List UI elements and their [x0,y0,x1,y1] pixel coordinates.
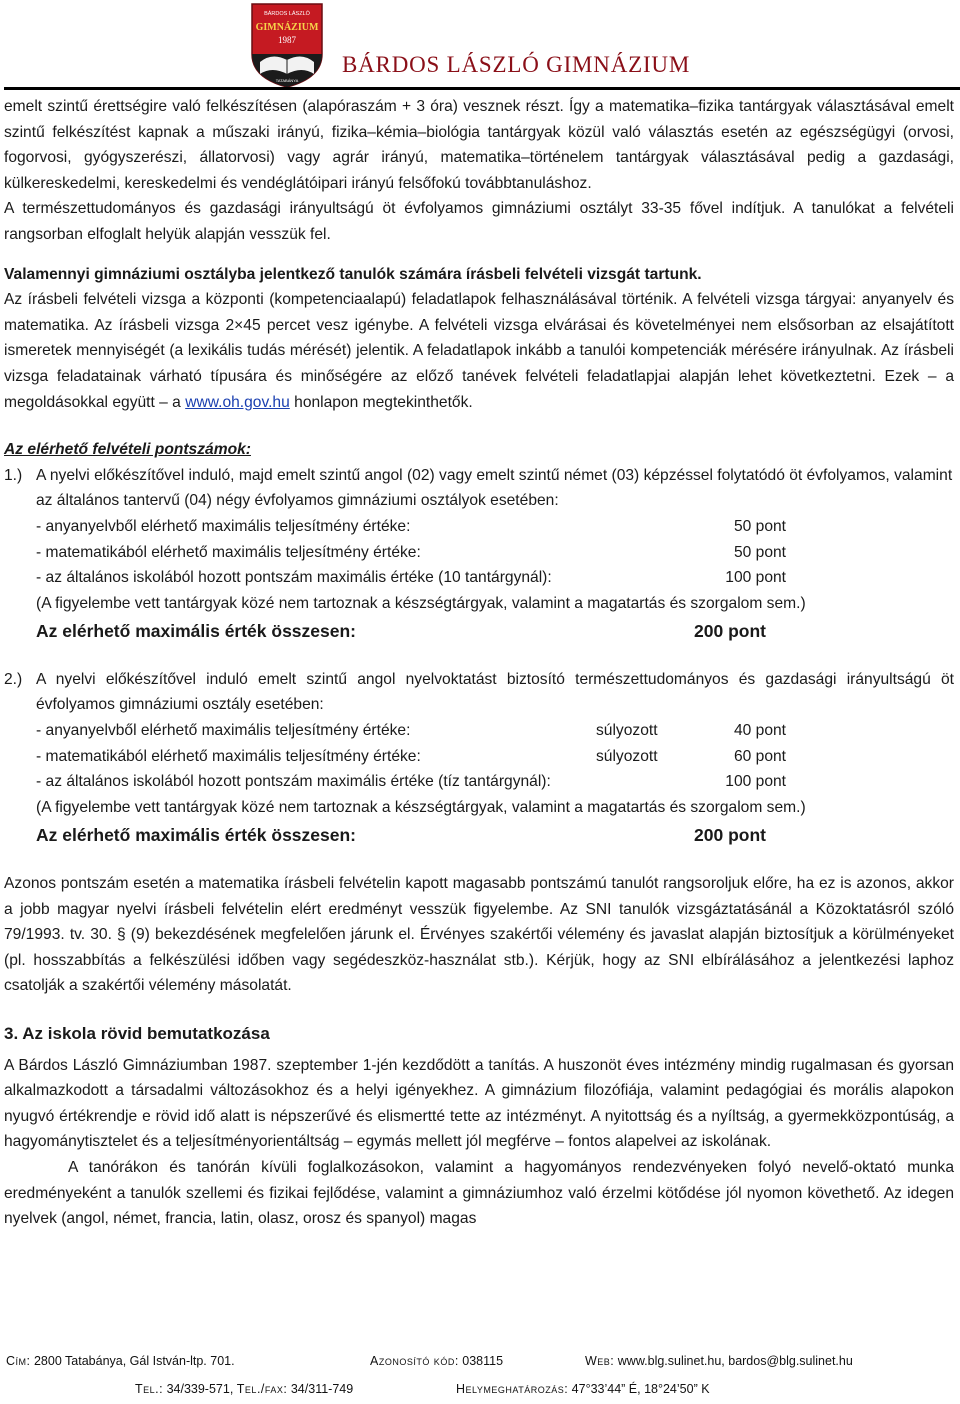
row-label: - matematikából elérhető maximális teljesítmény értéke: [36,747,421,765]
row-label: - matematikából elérhető maximális teljesítmény értéke: [36,543,421,561]
footer-address-value: 2800 Tatabánya, Gál István-ltp. 701. [33,1354,235,1368]
footer-fax-value: 34/311-749 [290,1382,354,1396]
footer-geo-label: Helymeghatározás: [456,1382,569,1396]
row-weight: súlyozott [596,747,658,765]
total-row [4,823,954,849]
points-row [4,769,954,795]
section-3-paragraph-1: A Bárdos László Gimnáziumban 1987. szeptember 1-jén kezdődött a tanítás. A huszonöt éves intézmény mindig rugalmasan és gyorsan alkalmazkodott a társadalmi változásokhoz és a helyi igényekhez. A gimnázium filozófiája, valamint pedagógiai és morális alapokon nyugvó értékrendje e rövid idő alatt is népszerűvé és elismertté tette az intézményt. A nyitottság és a nyíltság, a gyermekközpontúság, a hagyománytisztelet és a teljesítményorientáltság – egymás mellett jól megférve – fontos alapelvei az iskolának. [4,1056,954,1151]
item-number: 1.) [4,466,23,484]
school-logo [250,2,324,88]
item-number: 2.) [4,670,23,688]
row-points: 60 pont [733,747,786,765]
total-label: Az elérhető maximális érték összesen: [36,825,357,846]
exam-text-end: honlapon megtekinthetők. [294,393,473,411]
main-content [4,94,954,1232]
row-weight: súlyozott [596,722,658,740]
row-weight [596,565,706,591]
item-description: A nyelvi előkészítővel induló emelt szintű angol nyelvoktatást biztosító természettudományos és gazdasági irányultságú öt évfolyamos gimnáziumi osztály esetében: [36,670,954,714]
exam-text: Az írásbeli felvételi vizsga a központi (kompetenciaalapú) feladatlapok felhasználásával történik. A felvételi vizsga tárgyai: anyanyelv és matematika. Az írásbeli vizsga 2×45 percet vesz igénybe. A felvételi vizsga elvárásai és követelményei nem elsősorban az elsajátított ismeretek mennyiségét (a lexikális tudás mérését) jelentik. A feladatlapok inkább a tanulói kompetenciák mérésére irányulnak. Az írásbeli vizsga feladatainak várható típusára és minőségére az előző tanévek felvételi feladatlapjai alapján lehet következtetni. Ezek – a megoldásokkal együtt – a [4,291,954,411]
footer-fax-label: Tel./fax: [236,1382,288,1396]
logo-text-bottom: TATABÁNYA [275,78,299,83]
row-label: - anyanyelvből elérhető maximális teljesítmény értéke: [36,722,411,740]
school-name: BÁRDOS LÁSZLÓ GIMNÁZIUM [342,52,691,77]
footer-address [6,1354,235,1368]
footer-id [370,1354,503,1368]
points-item-2 [4,667,954,849]
total-points: 200 pont [694,825,766,846]
row-label: - az általános iskolából hozott pontszám maximális értéke (10 tantárgynál): [36,569,552,587]
footer-web [585,1354,853,1368]
exam-paragraph [4,287,954,415]
equal-points-paragraph: Azonos pontszám esetén a matematika írásbeli felvételin kapott magasabb pontszámú tanulót rangsoroljuk előre, ha ez is azonos, akkor a jobb magyar nyelvi írásbeli felvételin elért eredményt vesszük figyelembe. Az SNI tanulók vizsgáztatásánál a Közoktatásról szóló 79/1993. tv. 30. § (9) bekezdésének megfelelően járunk el. Érvényes szakértői vélemény és javaslat alapján biztosítjuk a körülményeket (pl. hosszabbítás a felkészülési időben vagy segédeszköz-használat stb.). Kérjük, hogy az SNI elbírálásához a jelentkezési laphoz csatolják a szakértői vélemény másolatát. [4,875,954,995]
intro-paragraph-2: A természettudományos és gazdasági irányultságú öt évfolyamos gimnáziumi osztályt 33-35 fővel indítjuk. A tanulókat a felvételi rangsorban elfoglalt helyük alapján vesszük fel. [4,200,954,243]
row-label: - anyanyelvből elérhető maximális teljesítmény értéke: [36,517,411,535]
row-points: 50 pont [733,543,786,561]
row-points: 100 pont [725,569,786,587]
header-divider [4,87,960,90]
row-weight [596,769,706,795]
points-row [4,565,954,591]
points-heading: Az elérhető felvételi pontszámok: [4,441,251,459]
row-weight [596,540,706,566]
footer-web-value[interactable]: www.blg.sulinet.hu, bardos@blg.sulinet.hu [617,1354,853,1368]
logo-text-year: 1987 [278,35,296,45]
exam-bold-statement: Valamennyi gimnáziumi osztályba jelentkező tanulók számára írásbeli felvételi vizsgát tartunk. [4,265,702,283]
row-points: 100 pont [725,773,786,791]
footer-tel-label: Tel.: [135,1382,164,1396]
item-description: A nyelvi előkészítővel induló, majd emelt szintű angol (02) vagy emelt szintű német (03) képzéssel folytatódó öt évfolyamos, valamint az általános tantervű (04) négy évfolyamos gimnáziumi osztályok esetében: [36,466,953,510]
footer-tel-value: 34/339-571, [166,1382,234,1396]
total-label: Az elérhető maximális érték összesen: [36,621,357,642]
row-points: 40 pont [733,722,786,740]
section-3-heading: 3. Az iskola rövid bemutatkozása [4,1024,270,1043]
footer-web-label: Web: [585,1354,615,1368]
points-row [4,718,954,744]
footer-phone [135,1382,353,1396]
section-3-paragraph-2: A tanórákon és tanórán kívüli foglalkozásokon, valamint a hagyományos rendezvényeken folyó nevelő-oktató munka eredményeként a tanulók szellemi és fizikai fejlődése, valamint a gimnáziumhoz való érzelmi kötődése jól nyomon követhető. Az idegen nyelvek (angol, német, francia, latin, olasz, orosz és spanyol) magas [4,1158,954,1228]
item-note: (A figyelembe vett tantárgyak közé nem tartoznak a készségtárgyak, valamint a magatartás és szorgalom sem.) [36,594,806,612]
footer-id-value: 038115 [462,1354,504,1368]
total-row [4,619,954,645]
row-label: - az általános iskolából hozott pontszám maximális értéke (tíz tantárgynál): [36,773,551,791]
footer-geo-value: 47°33’44” É, 18°24’50” K [571,1382,710,1396]
footer-address-label: Cím: [6,1354,31,1368]
footer-geo [456,1382,710,1396]
total-points: 200 pont [694,621,766,642]
logo-text-top: BÁRDOS LÁSZLÓ [264,11,310,17]
item-note: (A figyelembe vett tantárgyak közé nem tartoznak a készségtárgyak, valamint a magatartás és szorgalom sem.) [36,798,806,816]
row-weight [596,514,706,540]
points-row [4,744,954,770]
points-row [4,540,954,566]
points-item-1 [4,463,954,645]
row-points: 50 pont [733,517,786,535]
logo-text-main: GIMNÁZIUM [255,22,319,33]
points-row [4,514,954,540]
intro-paragraph-1: emelt szintű érettségire való felkészítésen (alapóraszám + 3 óra) vesznek részt. Így a matematika–fizika tantárgyak választásával emelt szintű felkészítést kapnak a műszaki irányú, fizika–kémia–biológia tantárgyak közül való választás esetén az egészségügyi (orvosi, fogorvosi, gyógyszerészi, állatorvosi) vagy agrár irányú, matematika–történelem tantárgyak választásával pedig a gazdasági, külkereskedelmi, kereskedelmi és vendéglátóipari irányú felsőfokú továbbtanuláshoz. [4,98,954,192]
footer-id-label: Azonosító kód: [370,1354,459,1368]
oh-gov-link[interactable]: www.oh.gov.hu [185,393,290,411]
